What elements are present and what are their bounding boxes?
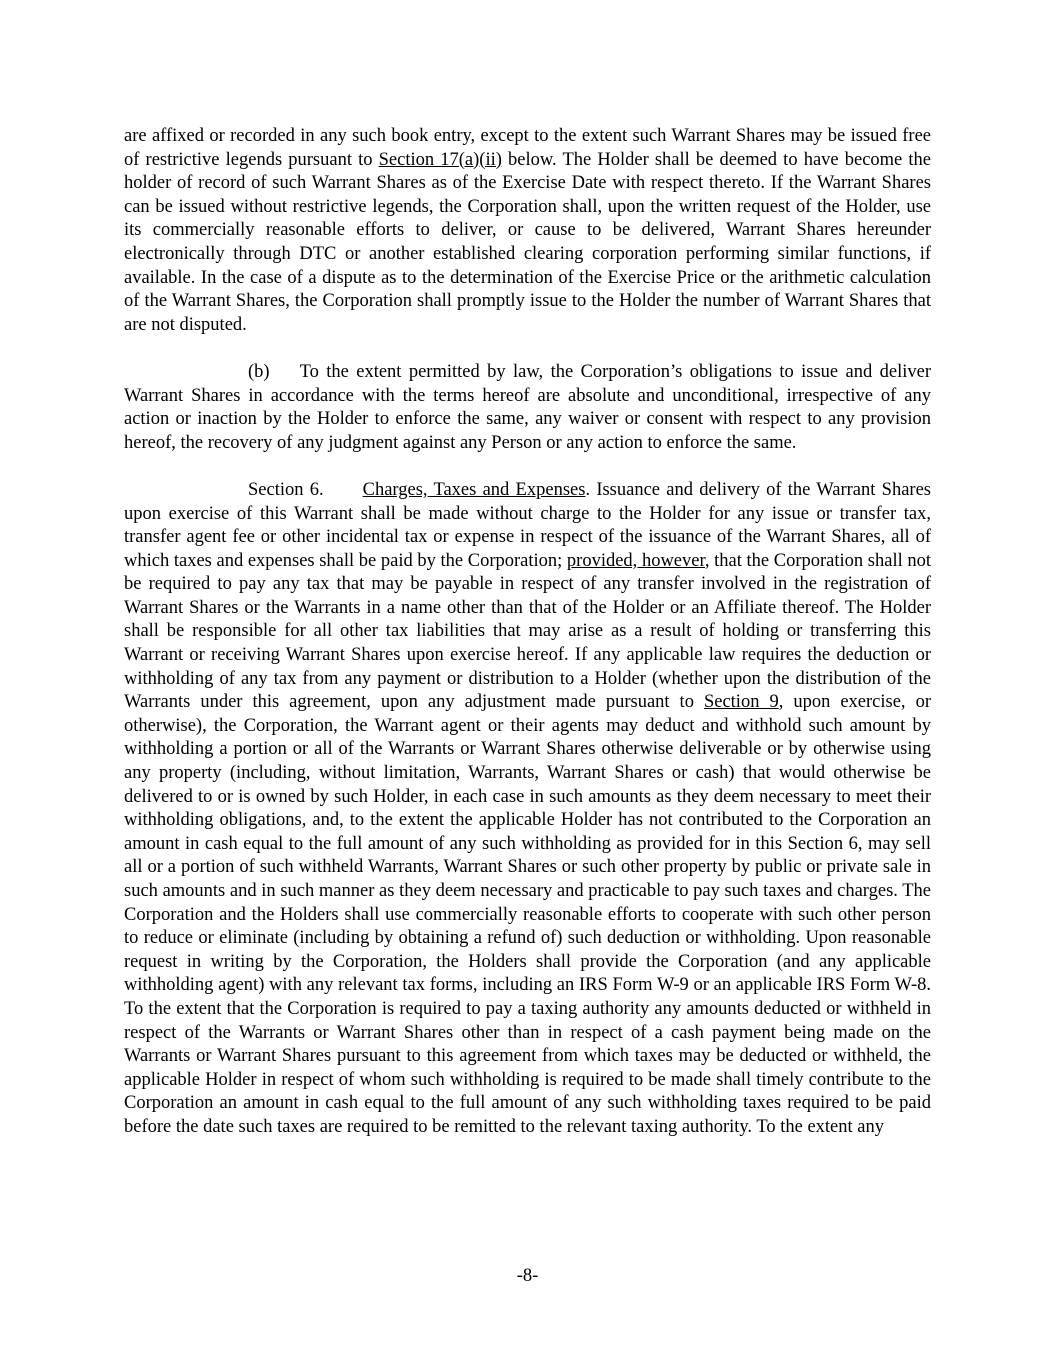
section-reference-9: Section 9 [703, 692, 779, 713]
section-reference-17aii: Section 17(a)(ii) [378, 149, 502, 170]
paragraph-continuation: are affixed or recorded in any such book entry, except to the extent such Warrant Shares may be issued free of restrictive legends pursuant to Section 17(a)(ii) below. The Holder shall be deemed to have become the holder of record of such Warrant Shares as of the Exercise Date with respect thereto. If the Warrant Shares can be issued without restrictive legends, the Corporation shall, upon the written request of the Holder, use its commercially reasonable efforts to deliver, or cause to be delivered, Warrant Shares hereunder electronically through DTC or another established clearing corporation performing similar functions, if available. In the case of a dispute as to the determination of the Exercise Price or the arithmetic calculation of the Warrant Shares, the Corporation shall promptly issue to the Holder the number of Warrant Shares that are not disputed. [124, 126, 932, 335]
paragraph-b: (b) To the extent permitted by law, the Corporation’s obligations to issue and deliver Warrant Shares in accordance with the terms hereof are absolute and unconditional, irrespective of any action or inaction by the Holder to enforce the same, any waiver or consent with respect to any provision hereof, the recovery of any judgment against any Person or any action to enforce the same. [124, 361, 931, 453]
document-page [124, 125, 931, 1140]
section-6-heading: Charges, Taxes and Expenses [362, 479, 586, 500]
provided-however-term: provided, however [566, 550, 705, 571]
page-number: -8- [516, 1266, 539, 1286]
section-6-number: Section 6. [248, 479, 324, 500]
section-6: Section 6. Charges, Taxes and Expenses. Issuance and delivery of the Warrant Shares upon exercise of this Warrant shall be made without charge to the Holder for any issue or transfer tax, transfer agent fee or other incidental tax or expense in respect of the issuance of the Warrant Shares, all of which taxes and expenses shall be paid by the Corporation; provided, however, that the Corporation shall not be required to pay any tax that may be payable in respect of any transfer involved in the registration of Warrant Shares or the Warrants in a name other than that of the Holder or an Affiliate thereof. The Holder shall be responsible for all other tax liabilities that may arise as a result of holding or transferring this Warrant or receiving Warrant Shares upon exercise hereof. If any applicable law requires the deduction or withholding of any tax from any payment or distribution to a Holder (whether upon the distribution of the Warrants under this agreement, upon any adjustment made pursuant to Section 9, upon exercise, or otherwise), the Corporation, the Warrant agent or their agents may deduct and withhold such amount by withholding a portion or all of the Warrants or Warrant Shares otherwise deliverable or by otherwise using any property (including, without limitation, Warrants, Warrant Shares or cash) that would otherwise be delivered to or is owned by such Holder, in each case in such amounts as they deem necessary to meet their withholding obligations, and, to the extent the applicable Holder has not contributed to the Corporation an amount in cash equal to the full amount of any such withholding as provided for in this Section 6, may sell all or a portion of such withheld Warrants, Warrant Shares or such other property by public or private sale in such amounts and in such manner as they deem necessary and practicable to pay such taxes and charges. The Corporation and the Holders shall use commercially reasonable efforts to cooperate with such other person to reduce or eliminate (including by obtaining a refund of) such deduction or withholding. Upon reasonable request in writing by the Corporation, the Holders shall provide the Corporation (and any applicable withholding agent) with any relevant tax forms, including an IRS Form W-9 or an applicable IRS Form W-8. To the extent that the Corporation is required to pay a taxing authority any amounts deducted or withheld in respect of the Warrants or Warrant Shares other than in respect of a cash payment being made on the Warrants or Warrant Shares pursuant to this agreement from which taxes may be deducted or withheld, the applicable Holder in respect of whom such withholding is required to be made shall timely contribute to the Corporation an amount in cash equal to the full amount of any such withholding taxes required to be paid before the date such taxes are required to be remitted to the relevant taxing authority. To the extent any [124, 479, 932, 1137]
paragraph-b-label: (b) [248, 361, 270, 382]
